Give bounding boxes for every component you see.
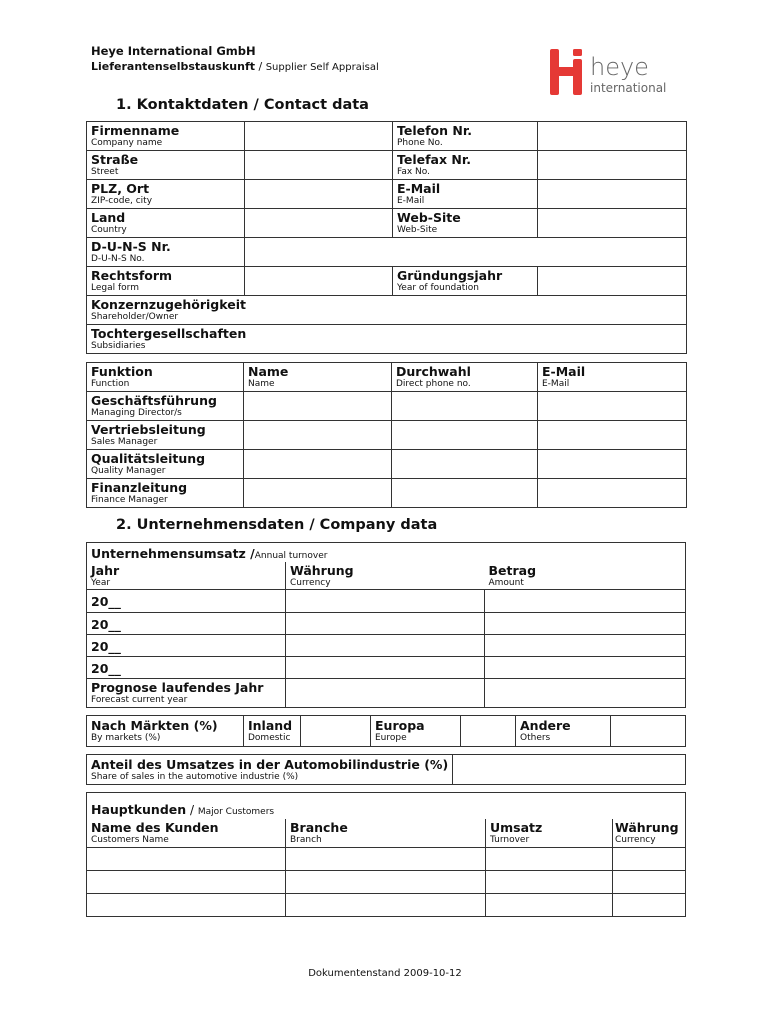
email-input[interactable] xyxy=(538,180,687,209)
table-row xyxy=(87,421,687,450)
street-input[interactable] xyxy=(245,151,393,180)
customers-title-row xyxy=(87,793,686,819)
email-input[interactable] xyxy=(538,421,687,450)
automotive-label-en: Share of sales in the automotive industrie (%) xyxy=(91,772,299,782)
forecast-label: Prognose laufendes Jahr xyxy=(91,680,264,695)
subtitle-german: Lieferantenselbstauskunft xyxy=(91,60,255,73)
automotive-row xyxy=(87,755,686,785)
column-header: Funktion xyxy=(91,364,153,379)
field-label: Konzernzugehörigkeit xyxy=(91,297,246,312)
amount-input[interactable] xyxy=(485,657,686,679)
europe-input[interactable] xyxy=(461,716,516,747)
turnover-input[interactable] xyxy=(486,894,613,917)
field-label: Gründungsjahr xyxy=(397,268,503,283)
year-label: 20__ xyxy=(91,661,121,676)
function-label: Geschäftsführung xyxy=(91,393,217,408)
field-label-en: Web-Site xyxy=(397,225,438,235)
field-label: Straße xyxy=(91,152,139,167)
currency-input[interactable] xyxy=(286,635,485,657)
section-contact-title: 1. Kontaktdaten / Contact data xyxy=(116,97,369,113)
phone-input[interactable] xyxy=(392,450,538,479)
fax-input[interactable] xyxy=(538,151,687,180)
currency-input[interactable] xyxy=(286,679,485,708)
field-label: E-Mail xyxy=(397,181,441,196)
column-header: Name des Kunden xyxy=(91,819,219,835)
year-label: 20__ xyxy=(91,617,121,632)
table-row xyxy=(87,657,686,679)
column-header-en: Customers Name xyxy=(91,834,169,845)
customers-table xyxy=(86,792,686,917)
table-row xyxy=(87,848,686,871)
table-row xyxy=(87,392,687,421)
function-label-en: Sales Manager xyxy=(91,437,158,447)
turnover-table xyxy=(86,542,686,708)
function-label-en: Managing Director/s xyxy=(91,408,182,418)
field-label-en: Subsidiaries xyxy=(91,341,146,351)
automotive-table xyxy=(86,754,686,785)
column-header-en: Name xyxy=(248,379,275,389)
branch-input[interactable] xyxy=(286,894,486,917)
contact-row xyxy=(87,151,687,180)
email-input[interactable] xyxy=(538,450,687,479)
currency-input[interactable] xyxy=(613,871,686,894)
field-label-en: Street xyxy=(91,167,119,177)
name-input[interactable] xyxy=(244,392,392,421)
persons-table xyxy=(86,362,687,508)
markets-label-en: By markets (%) xyxy=(91,733,161,743)
amount-input[interactable] xyxy=(485,635,686,657)
field-label: Firmenname xyxy=(91,123,180,138)
phone-input[interactable] xyxy=(392,479,538,508)
column-header: Betrag xyxy=(488,563,537,578)
section-company-title: 2. Unternehmensdaten / Company data xyxy=(116,517,438,533)
markets-table xyxy=(86,715,686,747)
field-label: Rechtsform xyxy=(91,268,173,283)
domestic-label: Inland xyxy=(248,718,293,733)
domestic-label-en: Domestic xyxy=(248,733,291,743)
year-label: 20__ xyxy=(91,639,121,654)
function-label: Finanzleitung xyxy=(91,480,188,495)
table-row xyxy=(87,613,686,635)
customer-name-input[interactable] xyxy=(87,848,286,871)
email-input[interactable] xyxy=(538,392,687,421)
column-header-en: E-Mail xyxy=(542,379,570,389)
function-label: Qualitätsleitung xyxy=(91,451,206,466)
field-label-en: Legal form xyxy=(91,283,139,293)
phone-input[interactable] xyxy=(392,421,538,450)
name-input[interactable] xyxy=(244,421,392,450)
field-label: Telefon Nr. xyxy=(397,123,472,138)
subsidiaries-input[interactable] xyxy=(87,325,687,354)
column-header-en: Function xyxy=(91,379,130,389)
contact-row xyxy=(87,267,687,296)
amount-input[interactable] xyxy=(485,613,686,635)
function-label-en: Quality Manager xyxy=(91,466,166,476)
field-label: D-U-N-S Nr. xyxy=(91,239,171,254)
currency-input[interactable] xyxy=(613,894,686,917)
turnover-input[interactable] xyxy=(486,871,613,894)
foundation-year-input[interactable] xyxy=(538,267,687,296)
field-label-en: Year of foundation xyxy=(397,283,480,293)
turnover-input[interactable] xyxy=(486,848,613,871)
customers-label: Hauptkunden xyxy=(91,802,187,817)
column-header: Branche xyxy=(290,819,348,835)
column-header-en: Currency xyxy=(615,834,656,845)
column-header: Durchwahl xyxy=(396,364,471,379)
field-label: Web-Site xyxy=(397,210,461,225)
currency-input[interactable] xyxy=(286,657,485,679)
table-row xyxy=(87,479,687,508)
subtitle-separator: / xyxy=(255,60,266,73)
column-header: E-Mail xyxy=(542,364,586,379)
amount-input[interactable] xyxy=(485,679,686,708)
column-header-en: Turnover xyxy=(490,834,530,845)
automotive-input[interactable] xyxy=(453,755,686,785)
contact-table xyxy=(86,121,687,354)
website-input[interactable] xyxy=(538,209,687,238)
others-label-en: Others xyxy=(520,733,551,743)
turnover-label-en: Annual turnover xyxy=(254,551,328,561)
field-label: Telefax Nr. xyxy=(397,152,471,167)
column-header-en: Direct phone no. xyxy=(396,379,471,389)
column-header: Name xyxy=(248,364,289,379)
logo-text-international: international xyxy=(590,81,667,95)
turnover-header-row xyxy=(87,562,686,590)
company-name-input[interactable] xyxy=(245,122,393,151)
field-label-en: ZIP-code, city xyxy=(91,196,153,206)
currency-input[interactable] xyxy=(286,590,485,613)
function-label-en: Finance Manager xyxy=(91,495,168,505)
column-header-en: Amount xyxy=(488,578,524,588)
contact-row xyxy=(87,238,687,267)
column-header-en: Year xyxy=(91,578,111,588)
currency-input[interactable] xyxy=(286,613,485,635)
domestic-input[interactable] xyxy=(301,716,371,747)
column-header-en: Currency xyxy=(290,578,331,588)
phone-input[interactable] xyxy=(538,122,687,151)
column-header: Umsatz xyxy=(490,819,543,835)
persons-header-row xyxy=(87,363,687,392)
heye-logo xyxy=(550,47,680,99)
company-name: Heye International GmbH xyxy=(91,44,256,58)
customers-header-row xyxy=(87,819,686,848)
name-input[interactable] xyxy=(244,450,392,479)
field-label: PLZ, Ort xyxy=(91,181,150,196)
table-row xyxy=(87,635,686,657)
others-label: Andere xyxy=(520,718,571,733)
field-label-en: Shareholder/Owner xyxy=(91,312,179,322)
turnover-title-row xyxy=(87,543,686,563)
contact-row xyxy=(87,122,687,151)
column-header-en: Branch xyxy=(290,834,322,845)
currency-input[interactable] xyxy=(613,848,686,871)
customer-name-input[interactable] xyxy=(87,894,286,917)
contact-row xyxy=(87,180,687,209)
document-subtitle xyxy=(91,60,379,73)
field-label-en: Company name xyxy=(91,138,163,148)
field-label-en: E-Mail xyxy=(397,196,425,206)
table-row xyxy=(87,450,687,479)
field-label: Tochtergesellschaften xyxy=(91,326,247,341)
document-version: Dokumentenstand 2009-10-12 xyxy=(308,968,462,979)
branch-input[interactable] xyxy=(286,871,486,894)
europe-label-en: Europe xyxy=(375,733,407,743)
contact-row xyxy=(87,296,687,325)
turnover-label: Unternehmensumsatz / xyxy=(91,546,255,561)
contact-row xyxy=(87,325,687,354)
amount-input[interactable] xyxy=(485,590,686,613)
field-label-en: D-U-N-S No. xyxy=(91,254,145,264)
customer-name-input[interactable] xyxy=(87,871,286,894)
table-row xyxy=(87,679,686,708)
name-input[interactable] xyxy=(244,479,392,508)
zip-city-input[interactable] xyxy=(245,180,393,209)
country-input[interactable] xyxy=(245,209,393,238)
table-row xyxy=(87,871,686,894)
automotive-label: Anteil des Umsatzes in der Automobilindustrie (%) xyxy=(91,757,449,772)
markets-row xyxy=(87,716,686,747)
field-label-en: Fax No. xyxy=(397,167,430,177)
subtitle-english: Supplier Self Appraisal xyxy=(265,62,379,73)
customers-separator: / xyxy=(186,803,198,817)
table-row xyxy=(87,590,686,613)
year-label: 20__ xyxy=(91,594,121,609)
customers-label-en: Major Customers xyxy=(197,807,275,817)
forecast-label-en: Forecast current year xyxy=(91,695,188,705)
email-input[interactable] xyxy=(538,479,687,508)
contact-row xyxy=(87,209,687,238)
field-label-en: Phone No. xyxy=(397,138,443,148)
duns-input[interactable] xyxy=(245,238,687,267)
field-label: Land xyxy=(91,210,126,225)
column-header: Währung xyxy=(615,819,679,835)
branch-input[interactable] xyxy=(286,848,486,871)
shareholder-input[interactable] xyxy=(87,296,687,325)
markets-label: Nach Märkten (%) xyxy=(91,718,218,733)
logo-text-heye: heye xyxy=(590,53,649,81)
phone-input[interactable] xyxy=(392,392,538,421)
field-label-en: Country xyxy=(91,225,127,235)
others-input[interactable] xyxy=(611,716,686,747)
europe-label: Europa xyxy=(375,718,425,733)
column-header: Jahr xyxy=(91,563,120,578)
legal-form-input[interactable] xyxy=(245,267,393,296)
column-header: Währung xyxy=(290,563,354,578)
table-row xyxy=(87,894,686,917)
function-label: Vertriebsleitung xyxy=(91,422,206,437)
